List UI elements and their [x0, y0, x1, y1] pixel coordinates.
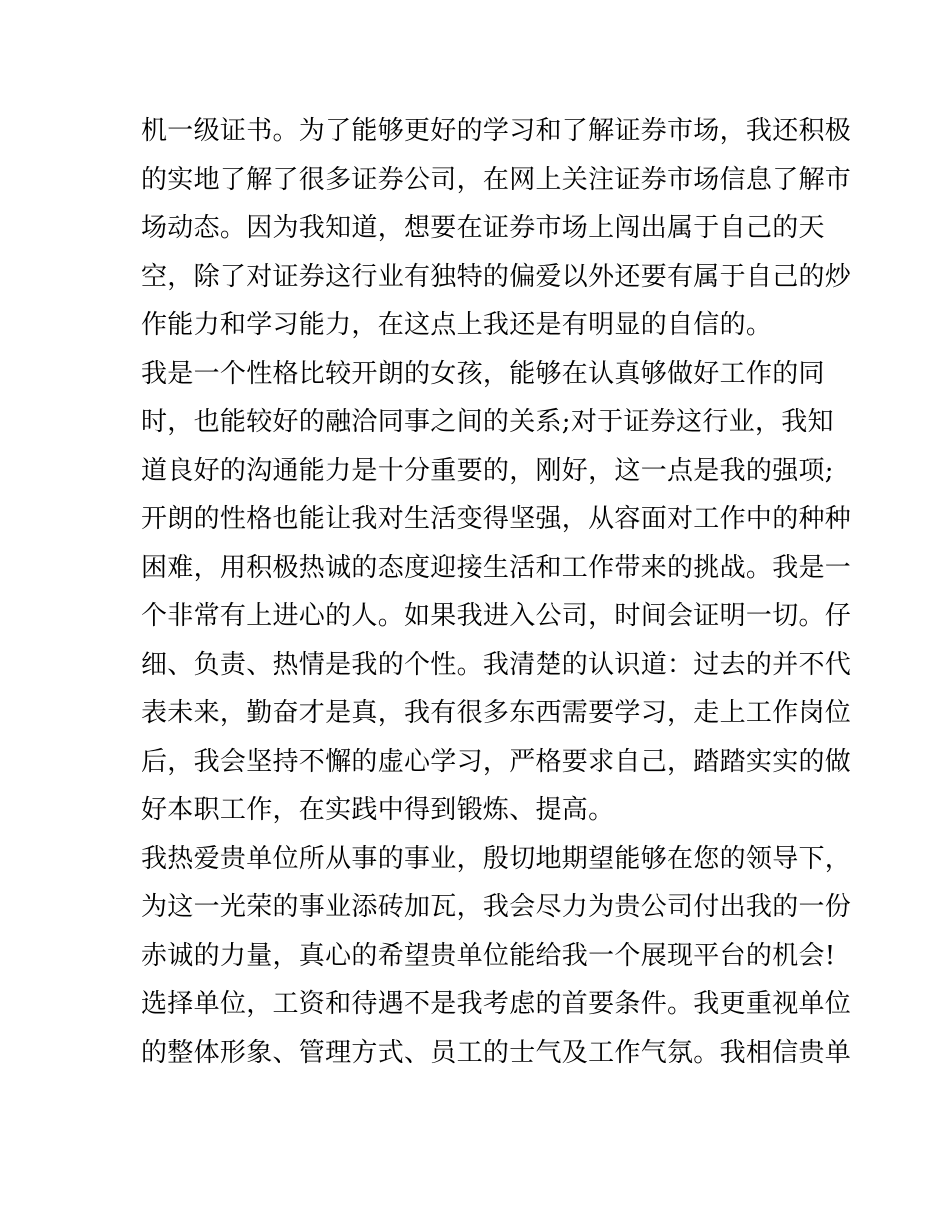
text-line: 的实地了解了很多证券公司，在网上关注证券市场信息了解市: [141, 164, 852, 195]
text-line: 的整体形象、管理方式、员工的士气及工作气氛。我相信贵单: [141, 1037, 852, 1068]
text-line: 后，我会坚持不懈的虚心学习，严格要求自己，踏踏实实的做: [141, 746, 852, 777]
text-line: 机一级证书。为了能够更好的学习和了解证券市场，我还积极: [141, 116, 852, 146]
text-line: 表未来，勤奋才是真，我有很多东西需要学习，走上工作岗位: [141, 698, 852, 728]
text-line: 开朗的性格也能让我对生活变得坚强，从容面对工作中的种种: [141, 504, 852, 534]
text-line: 好本职工作，在实践中得到锻炼、提高。: [141, 795, 615, 825]
text-line: 场动态。因为我知道，想要在证券市场上闯出属于自己的天: [141, 213, 825, 243]
text-line: 赤诚的力量，真心的希望贵单位能给我一个展现平台的机会!: [141, 940, 836, 971]
text-line: 细、负责、热情是我的个性。我清楚的认识道：过去的并不代: [141, 649, 852, 680]
text-line: 我是一个性格比较开朗的女孩，能够在认真够做好工作的同: [141, 358, 825, 389]
text-line: 为这一光荣的事业添砖加瓦，我会尽力为贵公司付出我的一份: [141, 892, 852, 922]
text-line: 我热爱贵单位所从事的事业，殷切地期望能够在您的领导下，: [141, 843, 852, 874]
text-line: 时，也能较好的融洽同事之间的关系;对于证券这行业，我知: [141, 407, 834, 437]
text-line: 个非常有上进心的人。如果我进入公司，时间会证明一切。仔: [141, 601, 852, 631]
text-line: 作能力和学习能力，在这点上我还是有明显的自信的。: [141, 310, 773, 340]
text-line: 选择单位，工资和待遇不是我考虑的首要条件。我更重视单位: [141, 989, 852, 1019]
text-line: 道良好的沟通能力是十分重要的，刚好，这一点是我的强项;: [141, 455, 834, 486]
text-line: 困难，用积极热诚的态度迎接生活和工作带来的挑战。我是一: [141, 552, 852, 583]
document-body: [141, 107, 852, 1077]
text-line: 空，除了对证券这行业有独特的偏爱以外还要有属于自己的炒: [141, 261, 852, 292]
